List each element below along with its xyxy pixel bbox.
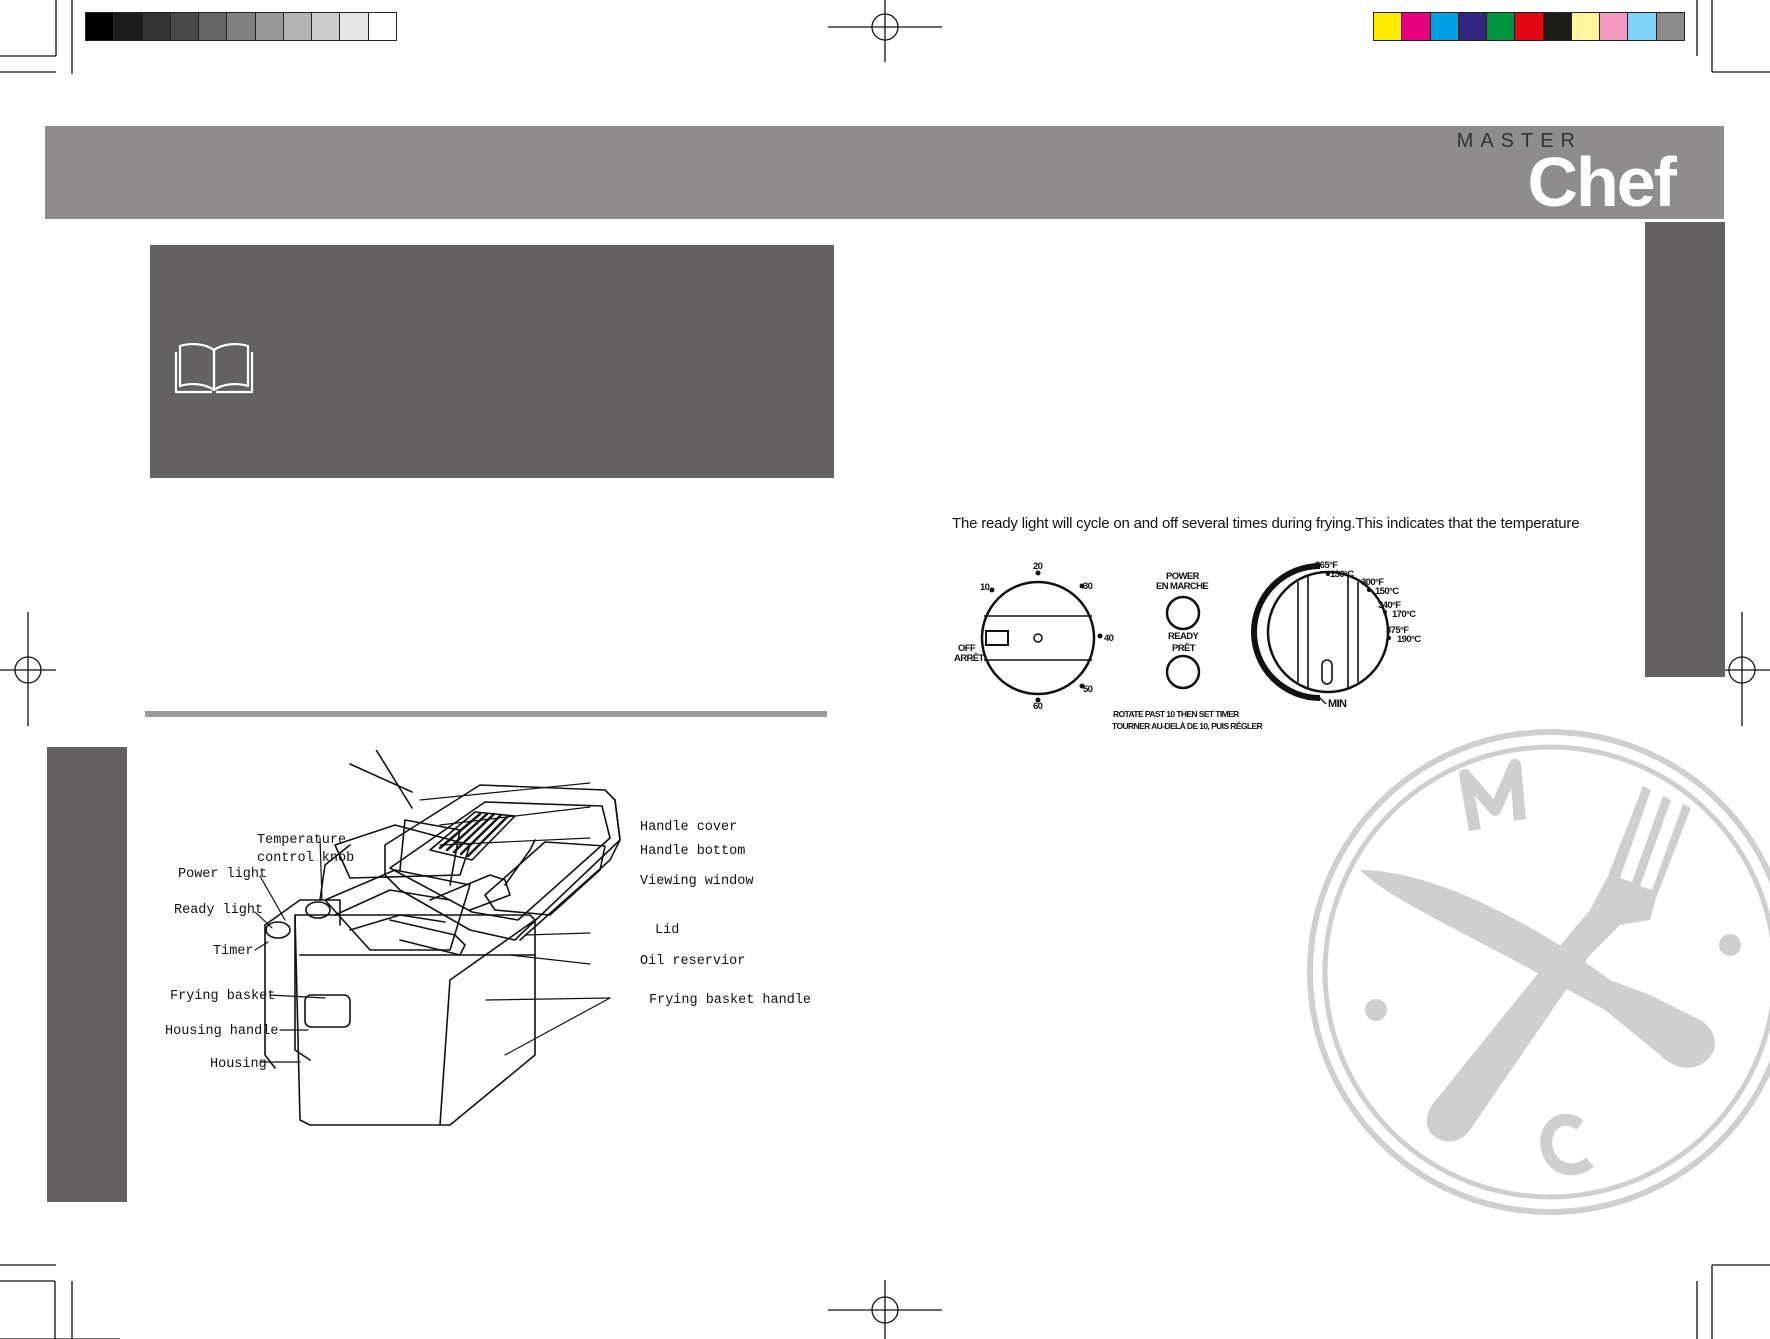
temp-min: MIN bbox=[1328, 698, 1347, 710]
gray-swatch bbox=[368, 12, 397, 41]
label-power-light: Power light bbox=[178, 867, 268, 882]
color-swatch bbox=[1458, 12, 1487, 41]
gray-swatch bbox=[255, 12, 284, 41]
gray-swatch bbox=[226, 12, 255, 41]
timer-tick-50: 50 bbox=[1083, 684, 1093, 695]
timer-tick-20: 20 bbox=[1033, 561, 1043, 572]
color-swatch bbox=[1599, 12, 1628, 41]
timer-arret-label: ARRÊT bbox=[954, 653, 984, 664]
timer-tick-60: 60 bbox=[1033, 701, 1043, 712]
color-calibration-bar bbox=[1373, 0, 1684, 50]
label-frying-basket: Frying basket bbox=[170, 989, 276, 1004]
color-swatch bbox=[1543, 12, 1572, 41]
color-swatch bbox=[1401, 12, 1430, 41]
label-control-knob: control knob bbox=[257, 851, 355, 866]
timer-tick-10: 10 bbox=[980, 582, 990, 593]
color-swatch bbox=[1571, 12, 1600, 41]
temp-190c: 190°C bbox=[1397, 634, 1421, 645]
color-swatch bbox=[1656, 12, 1685, 41]
label-lid: Lid bbox=[655, 923, 680, 938]
color-swatch bbox=[1486, 12, 1515, 41]
label-housing-handle: Housing handle bbox=[165, 1024, 279, 1039]
timer-instruction-fr: TOURNER AU-DELÀ DE 10, PUIS RÉGLER bbox=[1112, 721, 1263, 731]
gray-swatch bbox=[142, 12, 171, 41]
master-chef-watermark-icon bbox=[1290, 720, 1770, 1240]
gray-swatch bbox=[198, 12, 227, 41]
label-timer: Timer bbox=[213, 944, 254, 959]
timer-knob-diagram bbox=[970, 568, 1120, 708]
temp-340f: 340°F bbox=[1378, 600, 1401, 611]
timer-tick-30: 30 bbox=[1083, 581, 1093, 592]
power-light-label: POWER bbox=[1166, 571, 1199, 582]
notice-box bbox=[150, 245, 834, 478]
ready-light-note: The ready light will cycle on and off several times during frying.This indicates that the temperature bbox=[952, 515, 1580, 532]
ready-light-label: READY bbox=[1168, 631, 1199, 642]
label-oil-reservior: Oil reservior bbox=[640, 954, 746, 969]
temp-130c: 130°C bbox=[1330, 569, 1354, 580]
brand-chef-logo: Chef bbox=[1527, 143, 1675, 221]
gray-swatch bbox=[170, 12, 199, 41]
gray-swatch bbox=[85, 12, 114, 41]
timer-off-label: OFF bbox=[958, 643, 976, 654]
power-light-label-fr: EN MARCHE bbox=[1156, 581, 1209, 592]
color-swatch bbox=[1430, 12, 1459, 41]
temp-375f: 375°F bbox=[1386, 625, 1409, 636]
temp-170c: 170°C bbox=[1392, 609, 1416, 620]
timer-tick-40: 40 bbox=[1104, 633, 1114, 644]
ready-light-label-fr: PRÊT bbox=[1172, 643, 1195, 654]
right-page-tab bbox=[1645, 222, 1725, 677]
label-handle-bottom: Handle bottom bbox=[640, 844, 746, 859]
temp-265f: 265°F bbox=[1315, 560, 1338, 571]
timer-instruction: ROTATE PAST 10 THEN SET TIMER bbox=[1113, 709, 1239, 719]
color-swatch bbox=[1373, 12, 1402, 41]
label-housing: Housing bbox=[210, 1057, 267, 1072]
label-ready-light: Ready light bbox=[174, 903, 264, 918]
grayscale-calibration-bar bbox=[85, 0, 396, 50]
gray-swatch bbox=[339, 12, 368, 41]
gray-swatch bbox=[113, 12, 142, 41]
temp-150c: 150°C bbox=[1375, 586, 1399, 597]
color-swatch bbox=[1514, 12, 1543, 41]
gray-swatch bbox=[311, 12, 340, 41]
gray-swatch bbox=[283, 12, 312, 41]
open-book-icon bbox=[174, 340, 254, 396]
color-swatch bbox=[1627, 12, 1656, 41]
label-viewing-window: Viewing window bbox=[640, 874, 754, 889]
left-page-tab bbox=[47, 747, 127, 1202]
brand-master-text: MASTER bbox=[1456, 130, 1582, 152]
label-temperature: Temperature bbox=[257, 833, 347, 848]
label-handle-cover: Handle cover bbox=[640, 820, 738, 835]
label-frying-basket-handle: Frying basket handle bbox=[649, 993, 812, 1008]
temp-300f: 300°F bbox=[1361, 577, 1384, 588]
section-divider bbox=[145, 711, 827, 717]
